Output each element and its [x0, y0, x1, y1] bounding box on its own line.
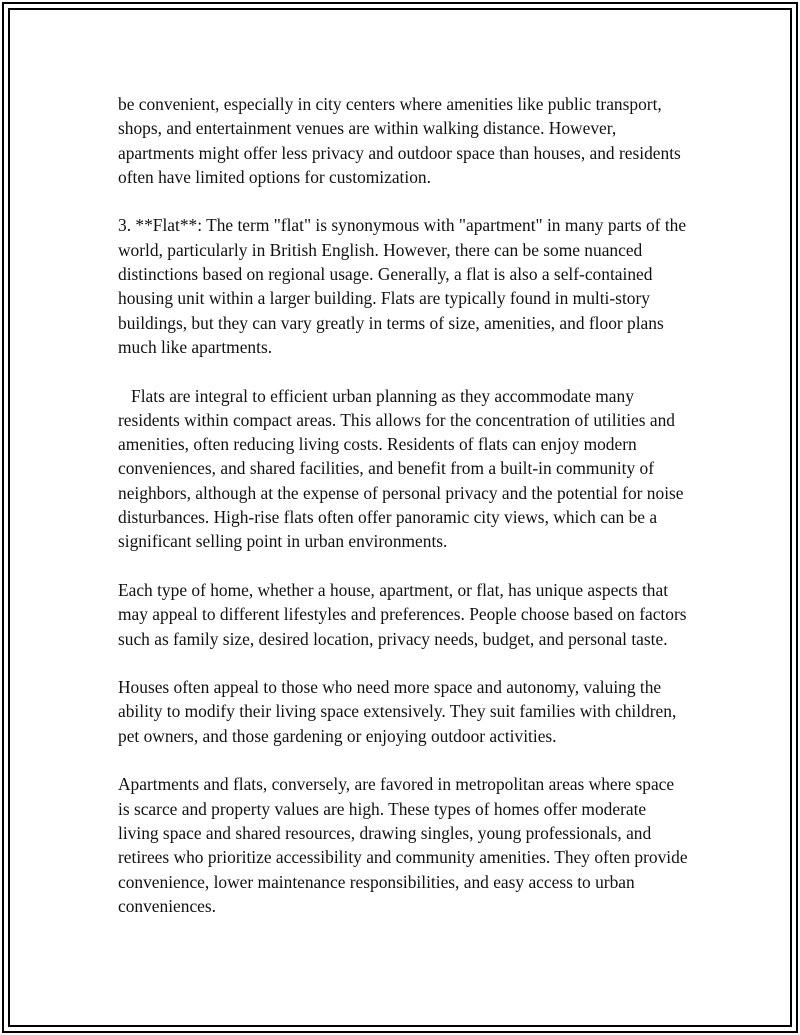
document-body — [118, 92, 690, 942]
paragraph-houses-appeal: Houses often appeal to those who need more space and autonomy, valuing the ability to modify their living space extensively. They suit families with children, pet owners, and those gardening or enjoying outdoor activities. — [118, 677, 681, 746]
paragraph-apartment-continuation: be convenient, especially in city centers where amenities like public transport, shops, and entertainment venues are within walking distance. However, apartments might offer less privacy and outdoor space than houses, and residents often have limited options for customization. — [118, 94, 686, 187]
paragraph-flat-definition: 3. **Flat**: The term "flat" is synonymous with "apartment" in many parts of the world, particularly in British English. However, there can be some nuanced distinctions based on regional usage. Generally, a flat is also a self-contained housing unit within a larger building. Flats are typically found in multi-story buildings, but they can vary greatly in terms of size, amenities, and floor plans much like apartments. — [118, 215, 691, 357]
paragraph-flat-urban-planning: Flats are integral to efficient urban planning as they accommodate many residents within compact areas. This allows for the concentration of utilities and amenities, often reducing living costs. Residents of flats can enjoy modern conveniences, and shared facilities, and benefit from a built-in community of neighbors, although at the expense of personal privacy and the potential for noise disturbances. High-rise flats often offer panoramic city views, which can be a significant selling point in urban environments. — [118, 385, 688, 552]
paragraph-apartments-flats-appeal: Apartments and flats, conversely, are favored in metropolitan areas where space is scarce and property values are high. These types of homes offer moderate living space and shared resources, drawing singles, young professionals, and retirees who prioritize accessibility and community amenities. They often provide convenience, lower maintenance responsibilities, and easy access to urban conveniences. — [118, 774, 692, 916]
paragraph-home-types-summary: Each type of home, whether a house, apartment, or flat, has unique aspects that may appeal to different lifestyles and preferences. People choose based on factors such as family size, desired location, privacy needs, budget, and personal taste. — [118, 579, 691, 649]
